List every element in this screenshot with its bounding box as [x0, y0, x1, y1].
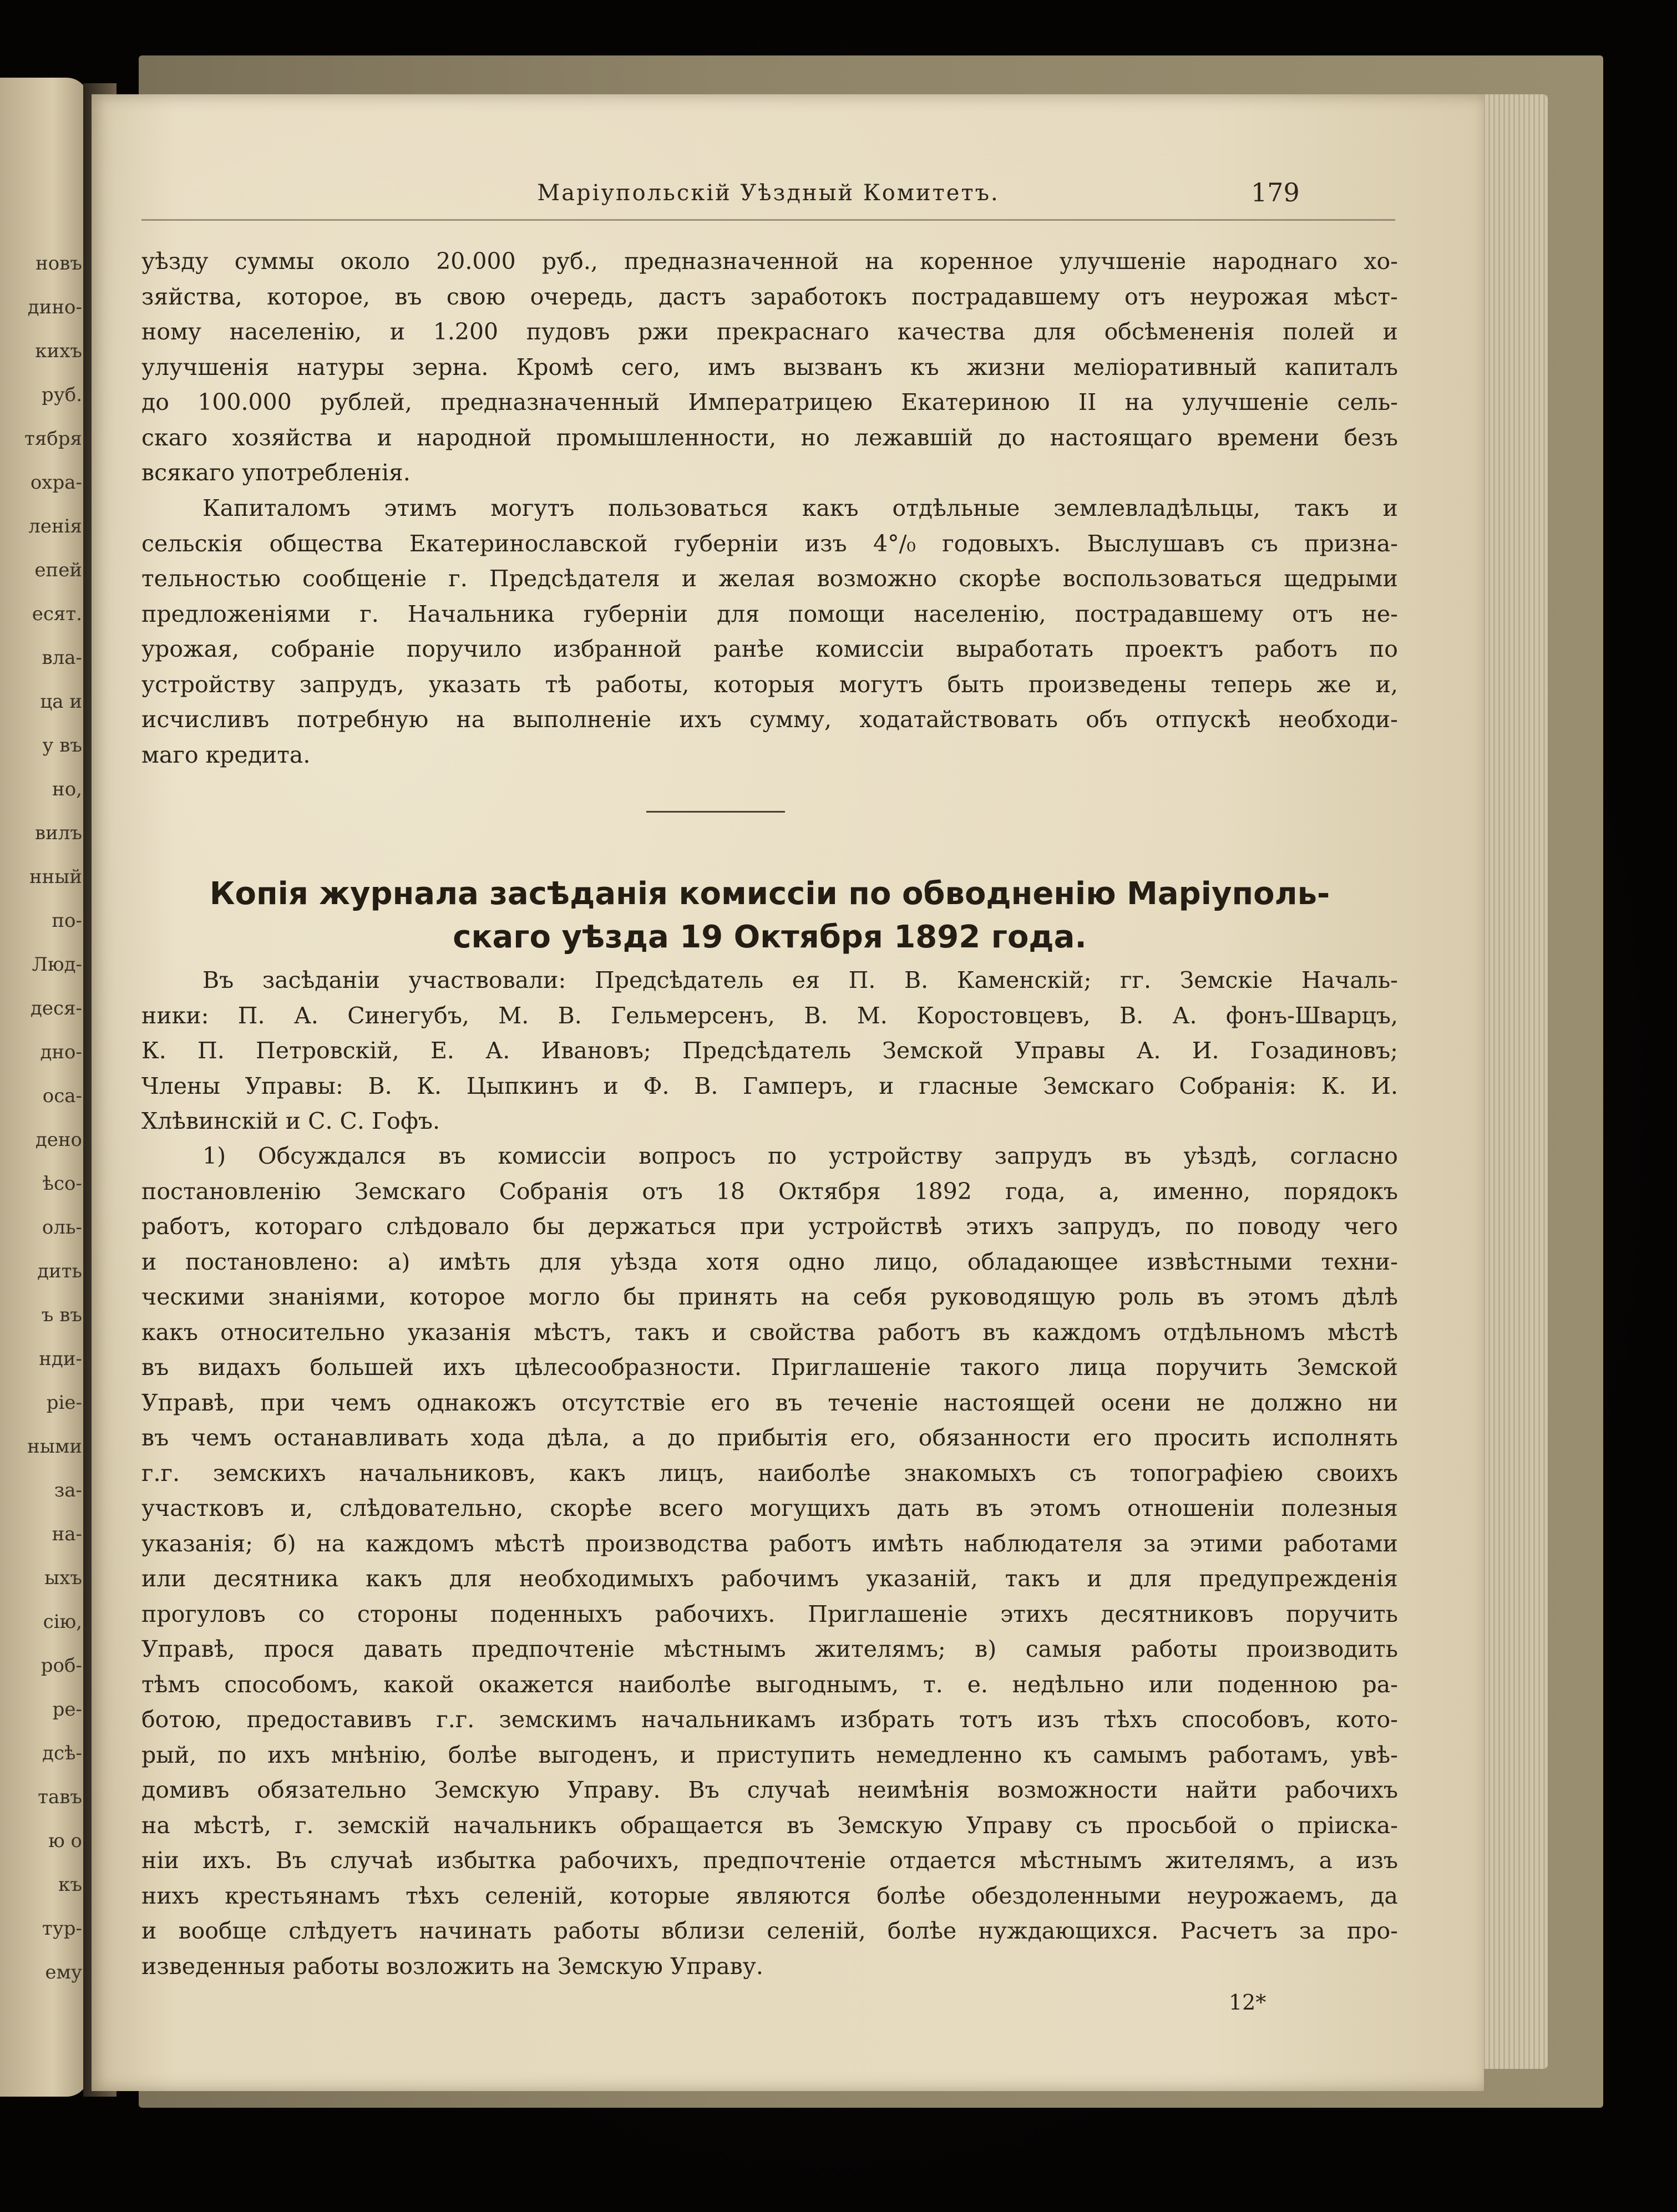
section-heading — [141, 872, 1398, 959]
text-line: скаго хозяйства и народной промышленности, но лежавшій до настоящаго времени безъ — [141, 424, 1398, 451]
text-line: ческими знаніями, которое могло бы принять на себя руководящую роль въ этомъ дѣлѣ — [141, 1283, 1398, 1310]
text-line: исчисливъ потребную на выполненіе ихъ сумму, ходатайствовать объ отпускѣ необходи- — [141, 706, 1398, 733]
facing-page-fragment: ѣсо- — [42, 1173, 82, 1195]
facing-page-fragment: руб. — [41, 384, 82, 406]
facing-page-fragment: охра- — [30, 471, 82, 494]
text-line: устройству запрудъ, указать тѣ работы, которыя могутъ быть произведены теперь же и, — [141, 671, 1398, 698]
text-line: и постановлено: а) имѣть для уѣзда хотя одно лицо, обладающее извѣстными техни- — [141, 1248, 1398, 1275]
facing-page-fragment: оль- — [42, 1216, 82, 1239]
text-line: зяйства, которое, въ свою очередь, дастъ заработокъ пострадавшему отъ неурожая мѣст- — [141, 283, 1398, 310]
facing-page-fragment: къ — [58, 1874, 82, 1896]
text-line: до 100.000 рублей, предназначенный Императрицею Екатериною II на улучшеніе сель- — [141, 389, 1398, 415]
running-head-title: Маріупольскій Уѣздный Комитетъ. — [537, 180, 1000, 206]
text-line: сельскія общества Екатеринославской губерніи изъ 4°/₀ годовыхъ. Выслушавъ съ призна- — [141, 530, 1398, 557]
text-line: прогуловъ со стороны поденныхъ рабочихъ. Приглашеніе этихъ десятниковъ поручить — [141, 1600, 1398, 1627]
facing-page — [0, 78, 89, 2097]
text-line: ніи ихъ. Въ случаѣ избытка рабочихъ, предпочтеніе отдается мѣстнымъ жителямъ, а изъ — [141, 1847, 1398, 1874]
page-number: 179 — [1251, 177, 1300, 207]
header-rule — [141, 219, 1395, 221]
text-line: Капиталомъ этимъ могутъ пользоваться какъ отдѣльные землевладѣльцы, такъ и — [202, 495, 1398, 521]
text-line: изведенныя работы возложить на Земскую Управу. — [141, 1952, 763, 1980]
paragraph-3 — [141, 963, 1398, 1139]
facing-page-fragment: епей — [34, 559, 82, 581]
text-line: 1) Обсуждался въ комиссіи вопросъ по устройству запрудъ въ уѣздѣ, согласно — [202, 1143, 1398, 1169]
text-line: тѣмъ способомъ, какой окажется наиболѣе выгоднымъ, т. е. недѣльно или поденною ра- — [141, 1671, 1398, 1698]
facing-page-fragment: на- — [52, 1523, 82, 1545]
text-line: ботою, предоставивъ г.г. земскимъ начальникамъ избрать тотъ изъ тѣхъ способовъ, кото- — [141, 1706, 1398, 1733]
text-line: какъ относительно указанія мѣстъ, такъ и свойства работъ въ каждомъ отдѣльномъ мѣстѣ — [141, 1318, 1398, 1346]
text-line: на мѣстѣ, г. земскій начальникъ обращается въ Земскую Управу съ просьбой о пріиска- — [141, 1812, 1398, 1839]
text-line: уѣзду суммы около 20.000 руб., предназначенной на коренное улучшеніе народнаго хо- — [141, 248, 1398, 275]
facing-page-fragment: ца и — [40, 691, 82, 713]
text-line: предложеніями г. Начальника губерніи для помощи населенію, пострадавшему отъ не- — [141, 600, 1398, 627]
book-page — [92, 94, 1484, 2091]
section-separator — [646, 811, 785, 813]
section-heading-line-1: Копія журнала засѣданія комиссіи по обводненію Маріуполь- — [209, 876, 1330, 912]
text-line: домивъ обязательно Земскую Управу. Въ случаѣ неимѣнія возможности найти рабочихъ — [141, 1777, 1398, 1803]
signature-mark: 12* — [1229, 1990, 1266, 2015]
facing-page-fragment: деся- — [30, 997, 82, 1019]
facing-page-fragment: ными — [27, 1435, 82, 1458]
text-line: К. П. Петровскій, Е. А. Ивановъ; Предсѣдатель Земской Управы А. И. Гозадиновъ; — [141, 1037, 1398, 1064]
facing-page-fragment: вла- — [42, 647, 82, 669]
facing-page-fragment: за- — [54, 1479, 82, 1501]
facing-page-fragment: ъ въ — [41, 1304, 82, 1326]
text-line: постановленію Земскаго Собранія отъ 18 Октября 1892 года, а, именно, порядокъ — [141, 1178, 1398, 1205]
facing-page-fragment: ыхъ — [44, 1567, 82, 1589]
text-line: маго кредита. — [141, 741, 311, 768]
text-line: тельностью сообщеніе г. Предсѣдателя и желая возможно скорѣе воспользоваться щедрыми — [141, 565, 1398, 592]
facing-page-fragment: оса- — [42, 1085, 82, 1107]
text-line: и вообще слѣдуетъ начинать работы вблизи селеній, болѣе нуждающихся. Расчетъ за про- — [141, 1917, 1398, 1944]
paragraph-2 — [141, 491, 1398, 773]
text-line: нихъ крестьянамъ тѣхъ селеній, которые являются болѣе обездоленными неурожаемъ, да — [141, 1882, 1398, 1909]
text-line: урожая, собраніе поручило избранной ранѣе комиссіи выработать проектъ работъ по — [141, 636, 1398, 662]
text-line: въ видахъ большей ихъ цѣлесообразности. Приглашеніе такого лица поручить Земской — [141, 1354, 1398, 1381]
facing-page-fragment: дить — [37, 1260, 82, 1282]
text-line: Управѣ, при чемъ однакожъ отсутствіе его въ теченіе настоящей осени не должно ни — [141, 1389, 1398, 1416]
text-line: Хлѣвинскій и С. С. Гофъ. — [141, 1108, 440, 1134]
facing-page-fragment: по- — [52, 910, 82, 932]
facing-page-fragment: дино- — [27, 296, 82, 318]
facing-page-fragment: тября — [24, 428, 82, 450]
facing-page-fragment: Люд- — [32, 953, 82, 976]
text-line: Въ засѣданіи участвовали: Предсѣдатель ея П. В. Каменскій; гг. Земскіе Началь- — [202, 967, 1398, 993]
facing-page-fragment: тур- — [42, 1917, 82, 1940]
facing-page-fragment: дено — [35, 1129, 82, 1151]
text-line: рый, по ихъ мнѣнію, болѣе выгоденъ, и приступить немедленно къ самымъ работамъ, увѣ- — [141, 1741, 1398, 1768]
text-line: ники: П. А. Синегубъ, М. В. Гельмерсенъ, В. М. Коростовцевъ, В. А. фонъ-Шварцъ, — [141, 1002, 1398, 1029]
facing-page-fragment: кихъ — [35, 340, 82, 362]
text-line: работъ, котораго слѣдовало бы держаться при устройствѣ этихъ запрудъ, по поводу чего — [141, 1213, 1398, 1240]
text-line: улучшенія натуры зерна. Кромѣ сего, имъ вызванъ къ жизни меліоративный капиталъ — [141, 353, 1398, 380]
facing-page-fragment: тавъ — [38, 1786, 82, 1808]
text-line: или десятника какъ для необходимыхъ рабочимъ указаній, такъ и для предупрежденія — [141, 1565, 1398, 1592]
paragraph-1 — [141, 244, 1398, 491]
facing-page-fragment: вилъ — [34, 822, 82, 844]
facing-page-fragment: но, — [52, 778, 82, 800]
facing-page-fragment: ріе- — [46, 1392, 82, 1414]
facing-page-fragment: есят. — [32, 603, 82, 625]
text-line: Члены Управы: В. К. Цыпкинъ и Ф. В. Гамперъ, и гласные Земскаго Собранія: К. И. — [141, 1072, 1398, 1099]
text-line: ному населенію, и 1.200 пудовъ ржи прекраснаго качества для обсѣмененія полей и — [141, 318, 1398, 345]
facing-page-fragment: ему — [45, 1961, 82, 1983]
facing-page-fragment: дно- — [40, 1041, 82, 1063]
facing-page-fragment: ленія — [28, 515, 82, 537]
paragraph-4 — [141, 1139, 1398, 1984]
facing-page-fragment: новъ — [36, 252, 82, 275]
facing-page-fragment: ю о — [48, 1830, 82, 1852]
text-line: участковъ и, слѣдовательно, скорѣе всего могущихъ дать въ этомъ отношеніи полезныя — [141, 1495, 1398, 1521]
facing-page-fragment: у въ — [42, 734, 82, 757]
text-line: указанія; б) на каждомъ мѣстѣ производства работъ имѣть наблюдателя за этими работами — [141, 1530, 1398, 1557]
text-line: Управѣ, прося давать предпочтеніе мѣстнымъ жителямъ; в) самыя работы производить — [141, 1636, 1398, 1662]
text-line: въ чемъ останавливать хода дѣла, а до прибытія его, обязанности его просить исполнять — [141, 1424, 1398, 1451]
text-line: г.г. земскихъ начальниковъ, какъ лицъ, наиболѣе знакомыхъ съ топографіею своихъ — [141, 1459, 1398, 1486]
facing-page-fragment: дсѣ- — [42, 1742, 82, 1764]
text-line: всякаго употребленія. — [141, 459, 411, 486]
facing-page-fragment: ре- — [52, 1698, 82, 1721]
facing-page-fragment: сію, — [43, 1611, 82, 1633]
facing-page-fragment: нди- — [39, 1348, 82, 1370]
section-heading-line-2: скаго уѣзда 19 Октября 1892 года. — [453, 919, 1087, 955]
facing-page-fragment: нный — [29, 866, 82, 888]
facing-page-fragment: роб- — [40, 1655, 82, 1677]
